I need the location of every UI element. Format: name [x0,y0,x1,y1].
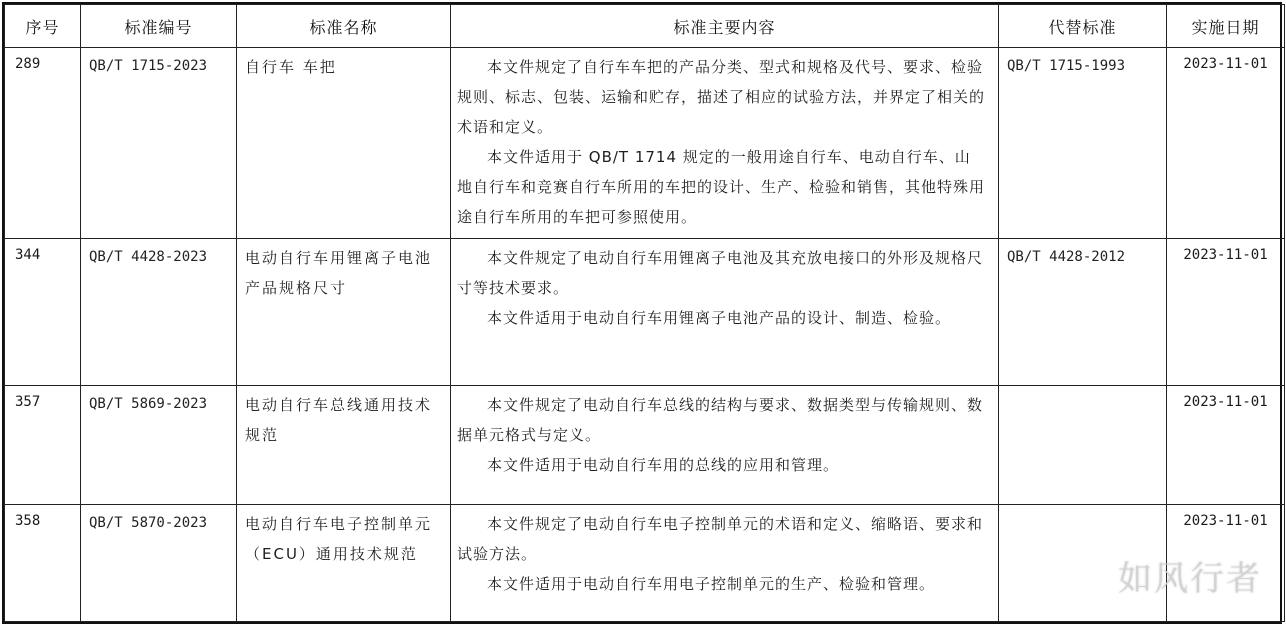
content-paragraph: 本文件适用于电动自行车用锂离子电池产品的设计、制造、检验。 [487,309,952,327]
content-paragraph: 本文件规定了电动自行车总线的结构与要求、数据类型与传输规则、数据单元格式与定义。 [457,396,984,444]
name-value: 电动自行车用锂离子电池产品规格尺寸 [245,249,433,297]
cell-content [451,505,999,622]
table-row [5,505,1285,622]
table-header-row [5,5,1285,48]
cell-seq [5,505,81,622]
content-block [451,505,998,599]
cell-code [81,48,237,239]
replaces-value [999,505,1166,513]
content-block [451,239,998,333]
cell-name [237,239,451,386]
cell-seq [5,239,81,386]
seq-value: 344 [15,247,41,263]
seq-value: 289 [15,56,41,72]
cell-content [451,48,999,239]
table-row [5,386,1285,505]
date-value: 2023-11-01 [1183,247,1268,263]
table-row [5,239,1285,386]
cell-date [1167,239,1285,386]
cell-content [451,239,999,386]
cell-content [451,386,999,505]
cell-replaces [999,505,1167,622]
header-name: 标准名称 [237,5,451,48]
cell-seq [5,386,81,505]
cell-replaces [999,239,1167,386]
cell-replaces [999,386,1167,505]
cell-name [237,48,451,239]
code-value: QB/T 5870-2023 [89,515,208,531]
cell-date [1167,48,1285,239]
standards-table-container [2,2,1282,624]
replaces-value [999,386,1166,394]
cell-code [81,505,237,622]
cell-seq [5,48,81,239]
header-seq: 序号 [5,5,81,48]
cell-date [1167,505,1285,622]
cell-name [237,386,451,505]
code-value: QB/T 5869-2023 [89,396,208,412]
content-paragraph: 本文件适用于电动自行车用电子控制单元的生产、检验和管理。 [487,575,936,593]
replaces-value: QB/T 1715-1993 [1007,58,1126,74]
content-paragraph: 本文件规定了电动自行车用锂离子电池及其充放电接口的外形及规格尺寸等技术要求。 [457,249,984,297]
header-code: 标准编号 [81,5,237,48]
header-date: 实施日期 [1167,5,1285,48]
seq-value: 358 [15,513,41,529]
date-value: 2023-11-01 [1183,56,1268,72]
date-value: 2023-11-01 [1183,394,1268,410]
content-block [451,386,998,480]
replaces-value: QB/T 4428-2012 [1007,249,1126,265]
table-row [5,48,1285,239]
name-value: 电动自行车电子控制单元（ECU）通用技术规范 [245,515,433,563]
content-paragraph: 本文件规定了电动自行车电子控制单元的术语和定义、缩略语、要求和试验方法。 [457,515,984,563]
content-paragraph: 本文件规定了自行车车把的产品分类、型式和规格及代号、要求、检验规则、标志、包装、运输和贮存，描述了相应的试验方法，并界定了相关的术语和定义。 [457,58,986,136]
cell-code [81,239,237,386]
content-block [451,48,998,232]
watermark-text: 如风行者 [1118,559,1262,599]
date-value: 2023-11-01 [1183,513,1268,529]
seq-value: 357 [15,394,41,410]
cell-code [81,386,237,505]
header-content: 标准主要内容 [451,5,999,48]
code-value: QB/T 1715-2023 [89,58,208,74]
cell-date [1167,386,1285,505]
code-value: QB/T 4428-2023 [89,249,208,265]
content-paragraph: 本文件适用于 QB/T 1714 规定的一般用途自行车、电动自行车、山地自行车和竞赛自行车所用的车把的设计、生产、检验和销售，其他特殊用途自行车所用的车把可参照使用。 [457,148,986,226]
name-value: 电动自行车总线通用技术规范 [245,396,433,444]
cell-name [237,505,451,622]
standards-table [4,4,1285,622]
cell-replaces [999,48,1167,239]
name-value: 自行车 车把 [245,58,337,76]
header-replaces: 代替标准 [999,5,1167,48]
content-paragraph: 本文件适用于电动自行车用的总线的应用和管理。 [487,456,840,474]
